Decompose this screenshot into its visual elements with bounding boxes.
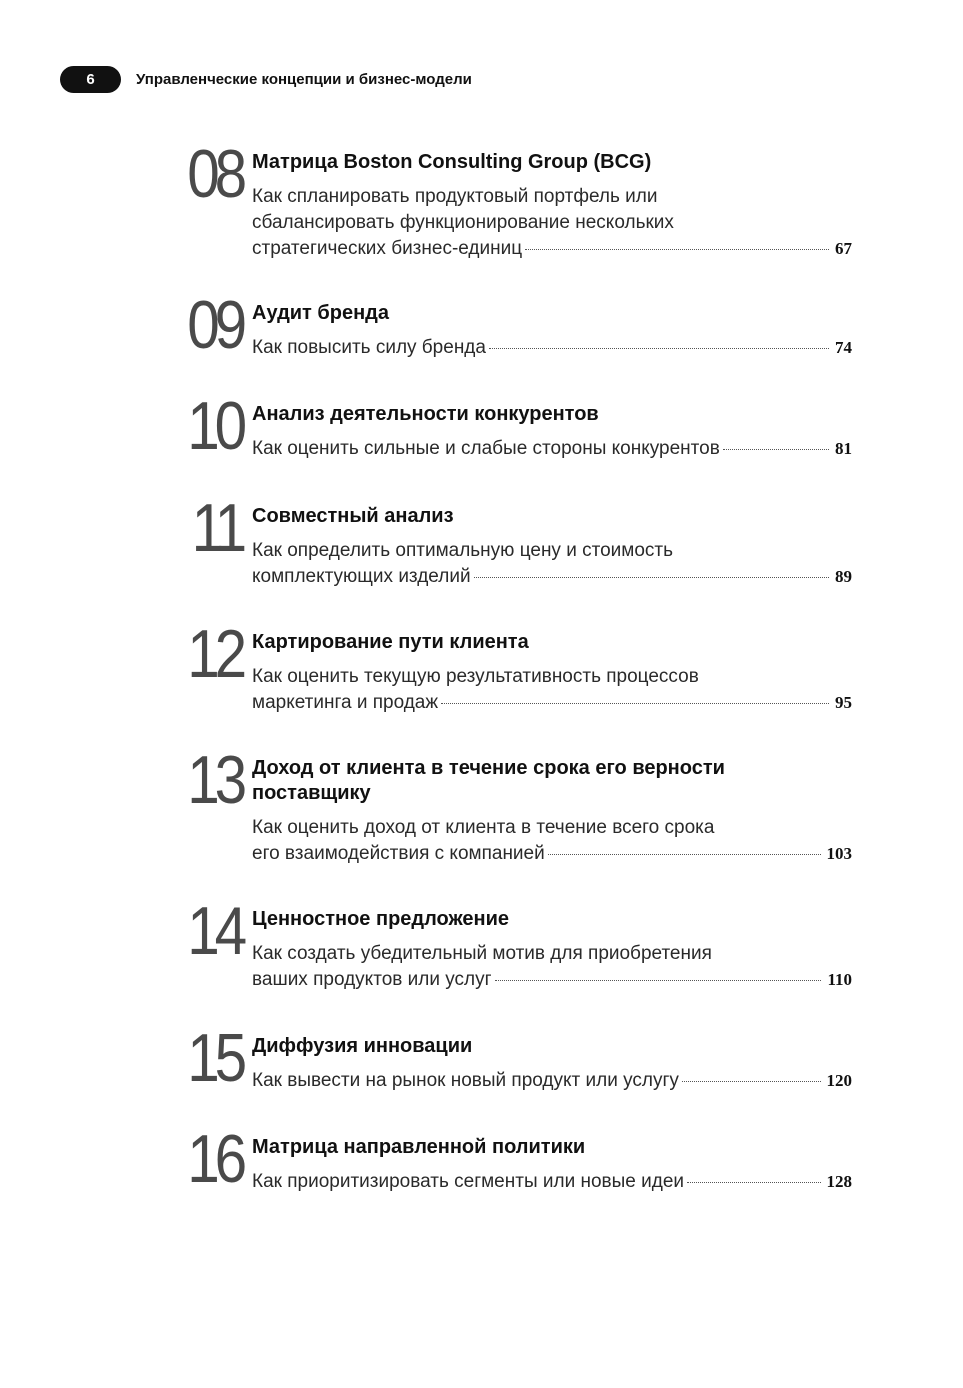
page-reference: 103 bbox=[826, 844, 852, 863]
chapter-title: Диффузия инновации bbox=[252, 1035, 473, 1057]
description-line: Как приоритизировать сегменты или новые идеи bbox=[252, 1171, 685, 1192]
page-number-badge: 6 bbox=[60, 66, 121, 93]
dot-leader bbox=[723, 448, 829, 450]
page-reference: 95 bbox=[835, 693, 852, 712]
chapter-number: 15 bbox=[187, 1020, 242, 1096]
dot-leader bbox=[495, 979, 822, 981]
chapter-title: Анализ деятельности конкурентов bbox=[252, 403, 599, 425]
chapter-number: 12 bbox=[187, 616, 242, 692]
description-line: Как оценить текущую результативность процессов bbox=[252, 666, 699, 687]
description-line: Как вывести на рынок новый продукт или услугу bbox=[252, 1070, 679, 1091]
description-line: сбалансировать функционирование нескольких bbox=[252, 212, 674, 233]
description-line: его взаимодействия с компанией bbox=[252, 843, 545, 864]
chapter-title: Картирование пути клиента bbox=[252, 631, 529, 653]
page-reference: 120 bbox=[826, 1071, 852, 1090]
chapter-description bbox=[252, 815, 852, 867]
description-line: Как оценить доход от клиента в течение всего срока bbox=[252, 817, 715, 838]
dot-leader bbox=[687, 1181, 820, 1183]
chapter-title: Ценностное предложение bbox=[252, 908, 510, 930]
chapter-number: 14 bbox=[187, 893, 242, 969]
page-reference: 128 bbox=[826, 1172, 852, 1191]
chapter-number: 13 bbox=[187, 742, 242, 818]
description-line: Как повысить силу бренда bbox=[252, 337, 486, 358]
description-line: Как оценить сильные и слабые стороны конкурентов bbox=[252, 438, 720, 459]
description-line: стратегических бизнес-единиц bbox=[252, 238, 523, 259]
chapter-description bbox=[252, 436, 852, 462]
chapter-description bbox=[252, 664, 852, 716]
chapter-description bbox=[252, 184, 852, 262]
chapter-description bbox=[252, 941, 852, 993]
dot-leader bbox=[525, 248, 829, 250]
description-line: комплектующих изделий bbox=[252, 566, 471, 587]
chapter-title: Аудит бренда bbox=[252, 302, 390, 324]
chapter-number: 16 bbox=[187, 1121, 242, 1197]
dot-leader bbox=[441, 702, 829, 704]
chapter-description bbox=[252, 1068, 852, 1094]
chapter-description bbox=[252, 335, 852, 361]
chapter-number: 09 bbox=[187, 287, 242, 363]
dot-leader bbox=[489, 347, 829, 349]
chapter-description bbox=[252, 538, 852, 590]
description-line: Как спланировать продуктовый портфель или bbox=[252, 186, 658, 207]
chapter-title: Матрица направленной политики bbox=[252, 1136, 586, 1158]
description-line: Как определить оптимальную цену и стоимость bbox=[252, 540, 674, 561]
page-reference: 89 bbox=[835, 567, 852, 586]
page-reference: 74 bbox=[835, 338, 852, 357]
dot-leader bbox=[682, 1080, 821, 1082]
chapter-title: Совместный анализ bbox=[252, 505, 454, 527]
running-title: Управленческие концепции и бизнес-модели bbox=[136, 70, 472, 88]
description-line: Как создать убедительный мотив для приобретения bbox=[252, 943, 712, 964]
chapter-description bbox=[252, 1169, 852, 1195]
page-reference: 81 bbox=[835, 439, 852, 458]
dot-leader bbox=[474, 576, 829, 578]
chapter-number: 11 bbox=[191, 490, 242, 566]
page-header bbox=[60, 65, 472, 93]
page-reference: 67 bbox=[835, 239, 852, 258]
chapter-number: 10 bbox=[187, 388, 242, 464]
chapter-title: Доход от клиента в течение срока его верности поставщику bbox=[252, 757, 725, 804]
chapter-title: Матрица Boston Consulting Group (BCG) bbox=[252, 151, 652, 173]
description-line: маркетинга и продаж bbox=[252, 692, 439, 713]
page-reference: 110 bbox=[827, 970, 852, 989]
chapter-number: 08 bbox=[187, 136, 242, 212]
description-line: ваших продуктов или услуг bbox=[252, 969, 492, 990]
dot-leader bbox=[548, 853, 821, 855]
